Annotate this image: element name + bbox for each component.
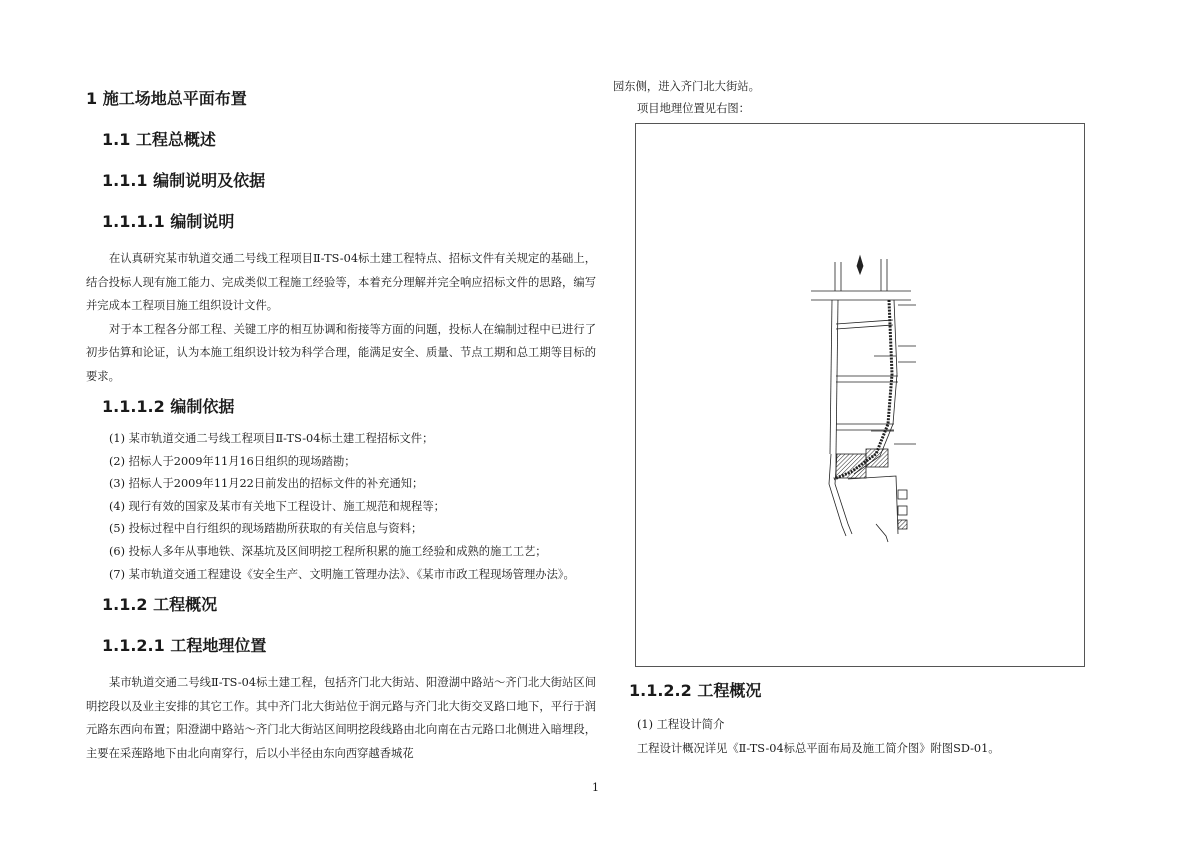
list-item: (6) 投标人多年从事地铁、深基坑及区间明挖工程所积累的施工经验和成熟的施工工艺； [109, 544, 547, 558]
heading-1-1-2: 1.1.2 工程概况 [102, 595, 218, 615]
list-item: (5) 投标过程中自行组织的现场踏勘所获取的有关信息与资料； [109, 522, 423, 536]
location-map [636, 124, 1084, 666]
heading-1-1-1-1: 1.1.1.1 编制说明 [102, 212, 235, 231]
heading-1-1-2-1: 1.1.2.1 工程地理位置 [102, 636, 267, 656]
paragraph-compile-note-2: 对于本工程各分部工程、关键工序的相互协调和衔接等方面的问题，投标人在编制过程中已进行了初步估算和论证，认为本施工组织设计较为科学合理，能满足安全、质量、节点工期和总工期等目标的要求。 [86, 322, 596, 383]
list-item: (3) 招标人于2009年11月22日前发出的招标文件的补充通知； [109, 477, 424, 491]
basis-list [86, 428, 596, 586]
heading-1-1-2-2: 1.1.2.2 工程概况 [629, 681, 762, 700]
list-item: (7) 某市轨道交通工程建设《安全生产、文明施工管理办法》、《某市市政工程现场管理办法》。 [109, 567, 575, 581]
figure-intro: 项目地理位置见右图： [637, 102, 750, 115]
design-overview-text: 工程设计概况详见《Ⅱ-TS-04标总平面布局及施工简介图》附图SD-01。 [637, 742, 1000, 755]
right-column [613, 76, 1093, 120]
location-map-figure [635, 123, 1085, 667]
heading-1-1-1: 1.1.1 编制说明及依据 [102, 171, 266, 190]
heading-1-1-1-2: 1.1.1.2 编制依据 [102, 397, 235, 416]
heading-1-1: 1.1 工程总概述 [102, 130, 216, 149]
paragraph-location-continued: 园东侧，进入齐门北大街站。 [613, 80, 760, 93]
paragraph-location: 某市轨道交通二号线Ⅱ-TS-04标土建工程，包括齐门北大街站、阳澄湖中路站～齐门北大街站区间明挖段以及业主安排的其它工作。其中齐门北大街站位于润元路与齐门北大街交叉路口地下，平行于润元路东西向布置；阳澄湖中路站～齐门北大街站区间明挖段线路由北向南在古元路口北侧进入暗埋段，主要在采莲路地下由北向南穿行，后以小半径由东向西穿越香城花 [86, 676, 596, 760]
project-overview-section [637, 713, 1107, 761]
list-item: (4) 现行有效的国家及某市有关地下工程设计、施工规范和规程等； [109, 499, 445, 513]
list-item: (1) 某市轨道交通二号线工程项目Ⅱ-TS-04标土建工程招标文件； [109, 432, 434, 445]
heading-1: 1 施工场地总平面布置 [86, 89, 247, 108]
paragraph-compile-note-1: 在认真研究某市轨道交通二号线工程项目Ⅱ-TS-04标土建工程特点、招标文件有关规定的基础上，结合投标人现有施工能力、完成类似工程施工经验等，本着充分理解并完全响应招标文件的思路，编写并完成本工程项目施工组织设计文件。 [86, 252, 596, 312]
page-number: 1 [592, 781, 599, 794]
list-item: (2) 招标人于2009年11月16日组织的现场踏勘； [109, 454, 356, 468]
left-column [86, 78, 596, 765]
list-item: (1) 工程设计简介 [637, 718, 725, 731]
